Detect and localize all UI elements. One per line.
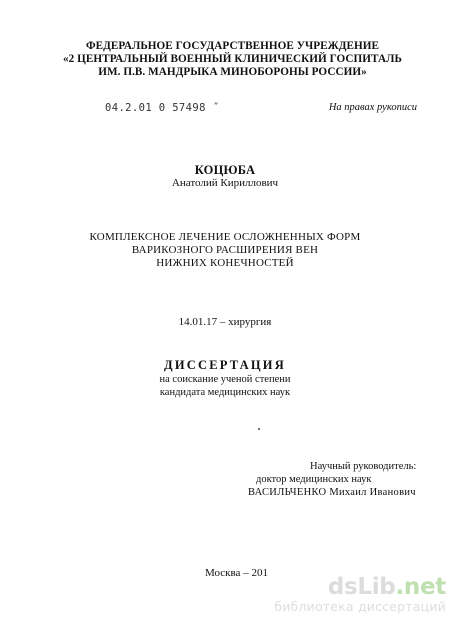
specialty-code: 14.01.17 – хирургия	[178, 316, 272, 328]
author-name: Анатолий Кириллович	[171, 177, 279, 189]
supervisor-name: ВАСИЛЬЧЕНКО Михаил Иванович	[248, 487, 416, 498]
institution-line-3: ИМ. П.В. МАНДРЫКА МИНОБОРОНЫ РОССИИ»	[98, 66, 367, 78]
watermark-tagline: библиотека диссертаций	[274, 599, 446, 614]
degree-line-2: кандидата медицинских наук	[159, 387, 291, 398]
supervisor-heading: Научный руководитель:	[310, 461, 417, 472]
watermark-logo-main: dsLib	[327, 574, 396, 600]
city-year: Москва – 201	[205, 567, 268, 579]
degree-line-1: на соискание ученой степени	[159, 374, 291, 385]
document-type-heading: ДИССЕРТАЦИЯ	[164, 358, 286, 372]
institution-header	[60, 40, 405, 79]
registration-number: 04.2.01 0 57498 ˝	[105, 102, 220, 114]
supervisor-degree: доктор медицинских наук	[256, 474, 372, 485]
institution-line-1: ФЕДЕРАЛЬНОЕ ГОСУДАРСТВЕННОЕ УЧРЕЖДЕНИЕ	[85, 40, 380, 52]
institution-line-2: «2 ЦЕНТРАЛЬНЫЙ ВОЕННЫЙ КЛИНИЧЕСКИЙ ГОСПИТАЛЬ	[63, 53, 402, 65]
title-line-1: КОМПЛЕКСНОЕ ЛЕЧЕНИЕ ОСЛОЖНЕННЫХ ФОРМ	[89, 231, 361, 243]
title-line-2: ВАРИКОЗНОГО РАСШИРЕНИЯ ВЕН	[131, 244, 319, 256]
dissertation-title	[0, 231, 450, 270]
title-line-3: НИЖНИХ КОНЕЧНОСТЕЙ	[156, 257, 294, 269]
watermark-logo	[274, 575, 446, 599]
manuscript-rights: На правах рукописи	[328, 102, 417, 113]
scan-speck	[258, 428, 260, 430]
degree-description	[0, 373, 450, 399]
dslib-watermark	[274, 575, 446, 614]
watermark-logo-ext: .net	[395, 574, 446, 600]
supervisor-block	[248, 460, 416, 499]
author-surname: КОЦЮБА	[194, 163, 256, 177]
